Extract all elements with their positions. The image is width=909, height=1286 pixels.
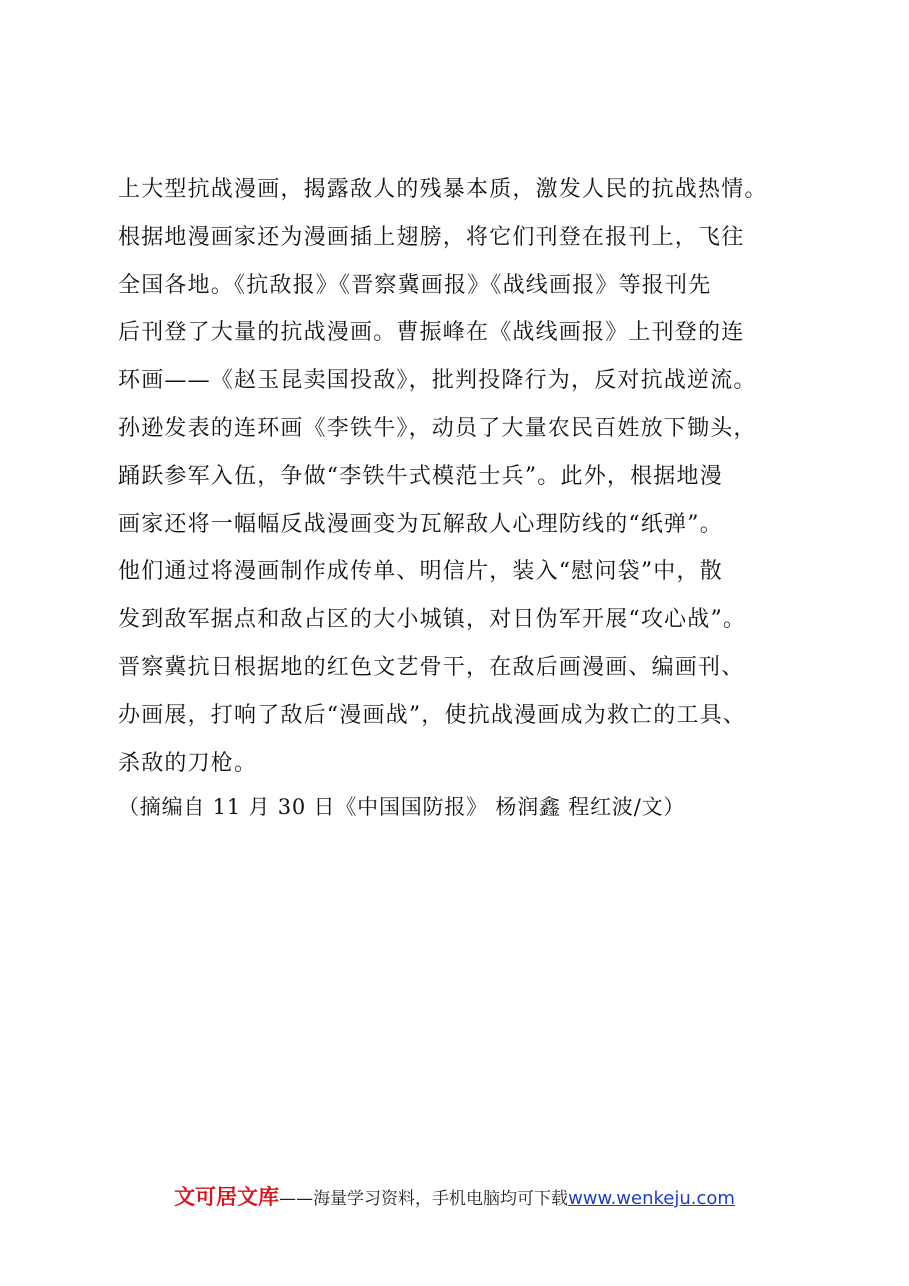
paragraph-line: 环画——《赵玉昆卖国投敌》，批判投降行为，反对抗战逆流。 <box>118 368 757 394</box>
source-credit: （摘编自 11 月 30 日《中国国防报》 杨润鑫 程红波/文） <box>118 795 686 819</box>
footer-banner <box>0 1181 909 1211</box>
paragraph-line: 发到敌军据点和敌占区的大小城镇，对日伪军开展“攻心战”。 <box>118 607 747 633</box>
article-paragraph <box>118 166 818 787</box>
paragraph-line: 全国各地。《抗敌报》《晋察冀画报》《战线画报》等报刊先 <box>118 272 712 298</box>
paragraph-line: 上大型抗战漫画，揭露敌人的残暴本质，激发人民的抗战热情。 <box>118 177 768 202</box>
paragraph-line: 孙逊发表的连环画《李铁牛》，动员了大量农民百姓放下锄头， <box>118 415 757 441</box>
paragraph-line: 根据地漫画家还为漫画插上翅膀，将它们刊登在报刊上，飞往 <box>118 224 745 250</box>
paragraph-line: 杀敌的刀枪。 <box>118 750 258 776</box>
paragraph-line: 画家还将一幅幅反战漫画变为瓦解敌人心理防线的“纸弹”。 <box>118 511 723 537</box>
paragraph-line: 办画展，打响了敌后“漫画战”，使抗战漫画成为救亡的工具、 <box>118 702 747 728</box>
footer-website-link[interactable]: www.wenkeju.com <box>568 1188 735 1209</box>
paragraph-line: 他们通过将漫画制作成传单、明信片，装入“慰问袋”中，散 <box>118 559 723 585</box>
footer-tagline: ——海量学习资料，手机电脑均可下载 <box>279 1189 569 1209</box>
paragraph-line: 晋察冀抗日根据地的红色文艺骨干，在敌后画漫画、编画刊、 <box>118 654 745 680</box>
paragraph-line: 后刊登了大量的抗战漫画。曹振峰在《战线画报》上刊登的连 <box>118 320 745 346</box>
paragraph-line: 踊跃参军入伍，争做“李铁牛式模范士兵”。此外，根据地漫 <box>118 463 723 489</box>
footer-brand: 文可居文库 <box>174 1185 280 1209</box>
